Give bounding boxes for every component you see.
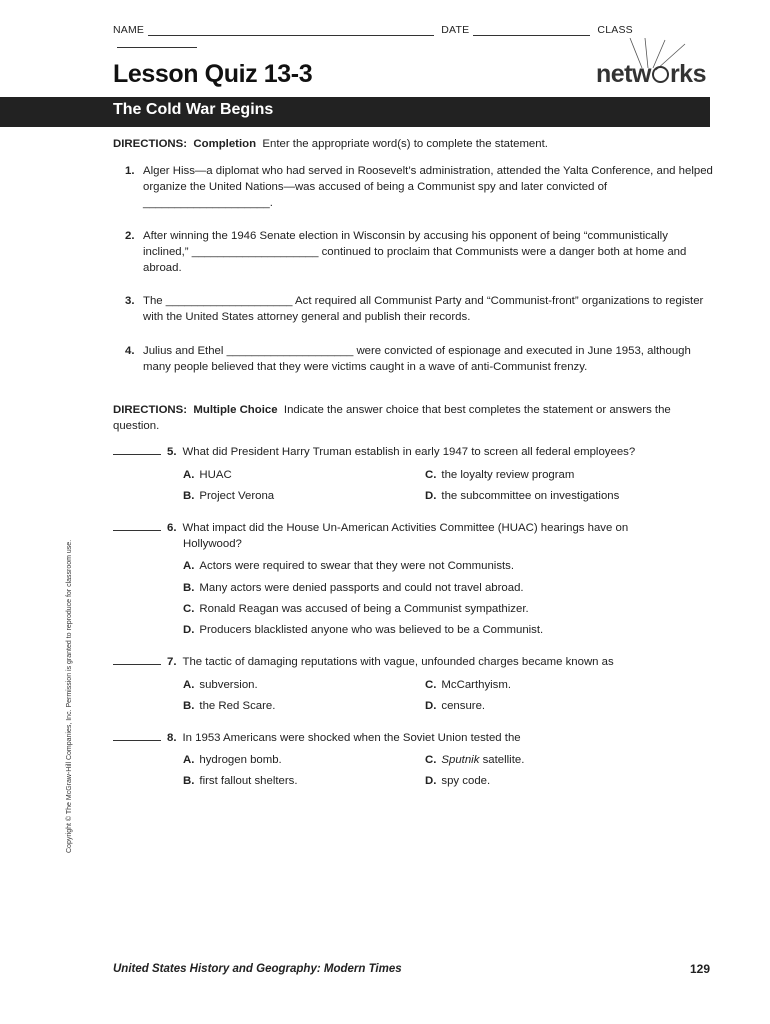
option-7d bbox=[425, 698, 485, 714]
question-text: Alger Hiss—a diplomat who had served in Roosevelt’s administration, attended the Yalta Conference, and helped organize the United Nations—was accused of being a Communist spy and later convicted of ____________________. bbox=[143, 165, 713, 209]
answer-blank[interactable] bbox=[113, 443, 161, 455]
question-text: In 1953 Americans were shocked when the Soviet Union tested the bbox=[182, 732, 521, 744]
name-blank bbox=[148, 25, 434, 36]
option-letter: D. bbox=[183, 624, 195, 636]
option-text: hydrogen bomb. bbox=[199, 754, 282, 766]
option-letter: A. bbox=[183, 754, 195, 766]
option-7c bbox=[425, 677, 511, 693]
section-title: The Cold War Begins bbox=[113, 101, 274, 118]
option-letter: C. bbox=[183, 603, 195, 615]
question-text: After winning the 1946 Senate election in Wisconsin by accusing his opponent of being “communistically inclined,” ____________________ continued to proclaim that Communists were a danger both at home and abroad. bbox=[143, 230, 687, 274]
class-label: CLASS bbox=[597, 24, 633, 36]
option-text: the subcommittee on investigations bbox=[441, 490, 620, 502]
option-6c bbox=[183, 601, 529, 617]
directions-label: DIRECTIONS: bbox=[113, 138, 188, 150]
multiple-choice-directions bbox=[113, 402, 713, 434]
option-7a bbox=[183, 677, 258, 693]
completion-question-4 bbox=[125, 343, 715, 375]
option-letter: A. bbox=[183, 560, 195, 572]
option-8b bbox=[183, 773, 298, 789]
mc-question-8 bbox=[113, 729, 713, 746]
option-text: the loyalty review program bbox=[441, 469, 575, 481]
completion-directions bbox=[113, 136, 713, 152]
option-letter: D. bbox=[425, 490, 437, 502]
class-blank bbox=[117, 37, 197, 48]
option-text: McCarthyism. bbox=[441, 679, 512, 691]
mc-question-6 bbox=[113, 519, 713, 552]
option-letter: C. bbox=[425, 469, 437, 481]
option-8a bbox=[183, 752, 282, 768]
question-text: What did President Harry Truman establish in early 1947 to screen all federal employees? bbox=[182, 446, 636, 458]
date-label: DATE bbox=[441, 24, 470, 36]
directions-text: Indicate the answer choice that best completes the statement or answers the question. bbox=[113, 404, 671, 432]
question-number: 6. bbox=[167, 522, 177, 534]
option-letter: D. bbox=[425, 700, 437, 712]
question-text: The ____________________ Act required all Communist Party and “Communist-front” organizations to register with the United States attorney general and publish their records. bbox=[143, 295, 704, 323]
option-letter: A. bbox=[183, 679, 195, 691]
question-number: 2. bbox=[125, 230, 135, 242]
option-5b bbox=[183, 488, 274, 504]
option-5c bbox=[425, 467, 574, 483]
option-6a bbox=[183, 558, 514, 574]
answer-blank[interactable] bbox=[113, 729, 161, 741]
name-label: NAME bbox=[113, 24, 145, 36]
page-number: 129 bbox=[689, 962, 710, 976]
question-number: 3. bbox=[125, 295, 135, 307]
option-text: subversion. bbox=[199, 679, 258, 691]
option-5d bbox=[425, 488, 619, 504]
question-number: 1. bbox=[125, 165, 135, 177]
mc-question-7 bbox=[113, 653, 713, 670]
footer-book-title: United States History and Geography: Modern Times bbox=[113, 963, 402, 975]
logo-text-end: rks bbox=[669, 60, 706, 88]
option-7b bbox=[183, 698, 275, 714]
option-8c bbox=[425, 752, 524, 768]
option-5a bbox=[183, 467, 232, 483]
option-letter: C. bbox=[425, 754, 437, 766]
logo-text-start: netw bbox=[596, 60, 651, 88]
question-number: 5. bbox=[167, 446, 177, 458]
networks-logo bbox=[596, 60, 706, 89]
logo-globe-icon bbox=[652, 66, 669, 83]
option-letter: C. bbox=[425, 679, 437, 691]
question-number: 7. bbox=[167, 656, 177, 668]
directions-type: Multiple Choice bbox=[193, 404, 278, 416]
quiz-title: Lesson Quiz 13-3 bbox=[113, 60, 313, 88]
directions-text: Enter the appropriate word(s) to complete the statement. bbox=[262, 138, 548, 150]
option-8d bbox=[425, 773, 490, 789]
copyright-notice: Copyright © The McGraw-Hill Companies, Inc. Permission is granted to reproduce for classroom use. bbox=[66, 539, 73, 853]
question-text: What impact did the House Un-American Activities Committee (HUAC) hearings have on bbox=[182, 522, 629, 534]
question-text-continued: Hollywood? bbox=[183, 538, 242, 550]
directions-type: Completion bbox=[193, 138, 257, 150]
question-text: The tactic of damaging reputations with vague, unfounded charges became known as bbox=[182, 656, 614, 668]
directions-label: DIRECTIONS: bbox=[113, 404, 188, 416]
option-text: Ronald Reagan was accused of being a Communist sympathizer. bbox=[199, 603, 529, 615]
question-text: Julius and Ethel ____________________ were convicted of espionage and executed in June 1953, although many people believed that they were victims caught in a wave of anti-Communist frenzy. bbox=[143, 345, 691, 373]
option-text: first fallout shelters. bbox=[199, 775, 298, 787]
option-text: HUAC bbox=[199, 469, 232, 481]
option-letter: B. bbox=[183, 700, 195, 712]
completion-question-1 bbox=[125, 163, 715, 211]
option-text: Many actors were denied passports and could not travel abroad. bbox=[199, 582, 524, 594]
option-text-italic: Sputnik bbox=[441, 754, 480, 766]
option-text: spy code. bbox=[441, 775, 491, 787]
option-letter: A. bbox=[183, 469, 195, 481]
option-letter: B. bbox=[183, 775, 195, 787]
date-blank bbox=[473, 25, 590, 36]
section-title-bar bbox=[0, 97, 710, 127]
option-6d bbox=[183, 622, 543, 638]
option-6b bbox=[183, 580, 524, 596]
option-text: satellite. bbox=[479, 754, 525, 766]
option-text: Project Verona bbox=[199, 490, 275, 502]
question-number: 4. bbox=[125, 345, 135, 357]
option-text: censure. bbox=[441, 700, 486, 712]
answer-blank[interactable] bbox=[113, 519, 161, 531]
answer-blank[interactable] bbox=[113, 653, 161, 665]
option-text: Producers blacklisted anyone who was believed to be a Communist. bbox=[199, 624, 544, 636]
completion-question-3 bbox=[125, 293, 715, 325]
completion-question-2 bbox=[125, 228, 715, 276]
option-text: the Red Scare. bbox=[199, 700, 276, 712]
option-letter: B. bbox=[183, 490, 195, 502]
mc-question-5 bbox=[113, 443, 713, 460]
option-letter: B. bbox=[183, 582, 195, 594]
question-number: 8. bbox=[167, 732, 177, 744]
option-text: Actors were required to swear that they were not Communists. bbox=[199, 560, 515, 572]
option-letter: D. bbox=[425, 775, 437, 787]
